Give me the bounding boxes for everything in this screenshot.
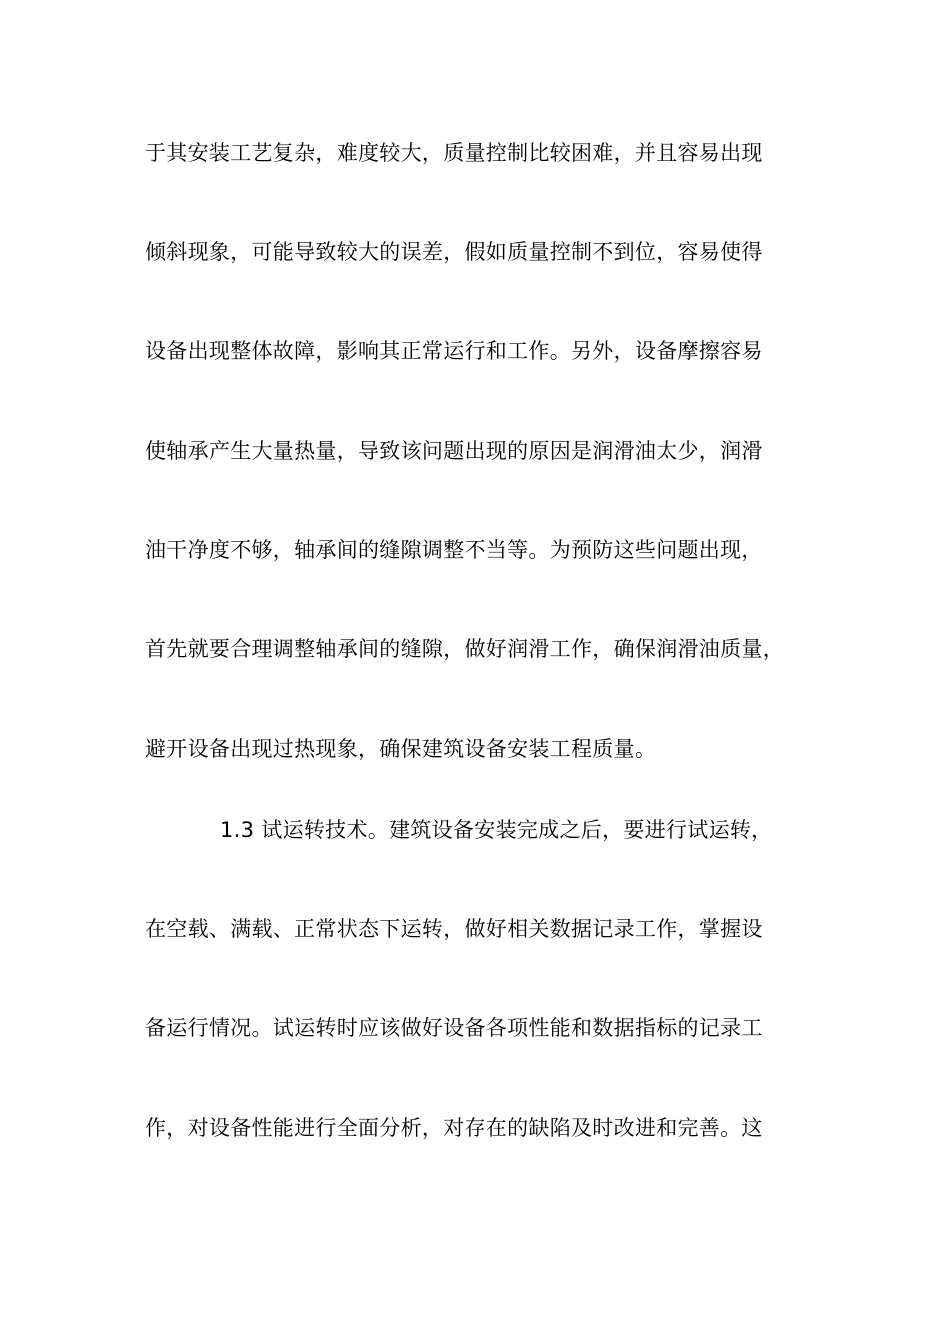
text-line: 备运行情况。试运转时应该做好设备各项性能和数据指标的记录工 — [145, 1016, 763, 1040]
text-line: 首先就要合理调整轴承间的缝隙，做好润滑工作，确保润滑油质量， — [145, 637, 784, 661]
text-line: 在空载、满载、正常状态下运转，做好相关数据记录工作，掌握设 — [145, 917, 763, 941]
text-line: 油干净度不够，轴承间的缝隙调整不当等。为预防这些问题出现， — [145, 538, 763, 562]
text-line: 使轴承产生大量热量，导致该问题出现的原因是润滑油太少，润滑 — [145, 439, 763, 463]
text-line: 设备出现整体故障，影响其正常运行和工作。另外，设备摩擦容易 — [145, 339, 763, 363]
section-heading-line: 1.3 试运转技术。建筑设备安装完成之后，要进行试运转， — [220, 818, 773, 842]
text-line: 于其安装工艺复杂，难度较大，质量控制比较困难，并且容易出现 — [145, 141, 763, 165]
text-line: 倾斜现象，可能导致较大的误差，假如质量控制不到位，容易使得 — [145, 240, 763, 264]
text-line: 作，对设备性能进行全面分析，对存在的缺陷及时改进和完善。这 — [145, 1116, 763, 1140]
text-line: 避开设备出现过热现象，确保建筑设备安装工程质量。 — [145, 737, 657, 761]
